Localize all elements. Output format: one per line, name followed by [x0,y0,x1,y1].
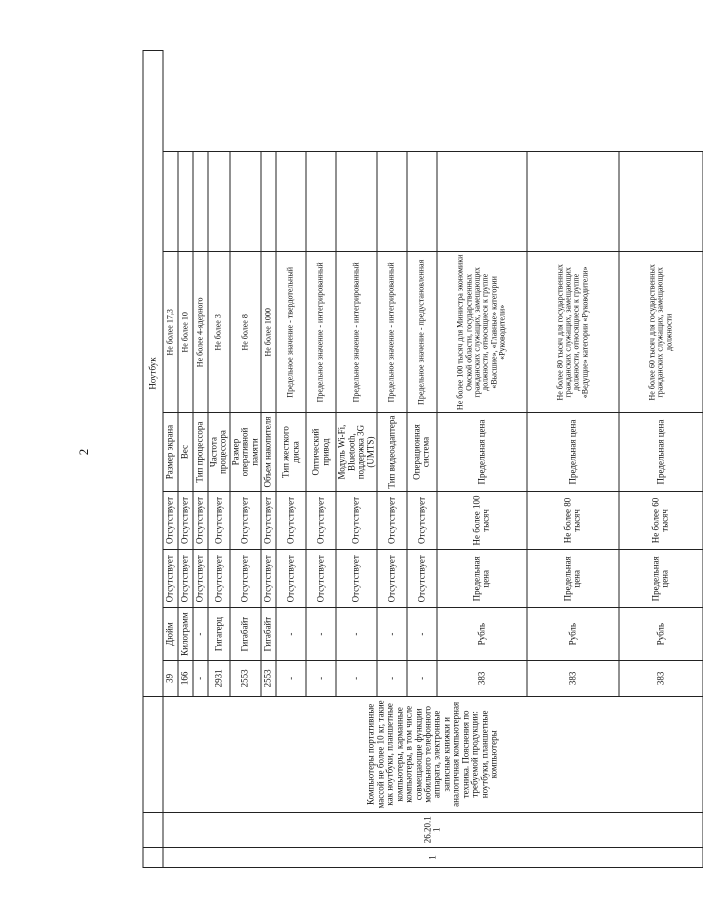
characteristic-value: Не более 80 тысяч для государственных гражданских служащих, замещающих должности, относящиеся к группе «Ведущие» категории «Руководители» [527,252,619,413]
unit-name: - [407,608,437,660]
characteristic-value: Предельное значение - интегрированный [306,252,336,413]
characteristic-name: Предельная цена [619,413,703,491]
column-value-2: Отсутствует [276,491,306,549]
column-value-1: Отсутствует [163,550,178,608]
unit-name: Гигабайт [230,608,261,660]
unit-code: - [193,660,208,696]
column-value-1: Предельная цена [437,550,527,608]
column-value-2: Не более 100 тысяч [437,491,527,549]
characteristic-value: Не более 3 [208,252,230,413]
characteristic-name: Предельная цена [527,413,619,491]
unit-name: - [306,608,336,660]
column-value-2: Отсутствует [261,491,276,549]
characteristic-value: Не более 17,3 [163,252,178,413]
characteristic-name: Операционная система [407,413,437,491]
cell [143,812,163,847]
characteristic-name: Оптический привод [306,413,336,491]
requirements-table [143,50,703,868]
column-value-2: Отсутствует [407,491,437,549]
unit-code: - [276,660,306,696]
unit-name: Килограмм [178,608,193,660]
unit-code: 383 [437,660,527,696]
column-value-1: Отсутствует [230,550,261,608]
header-spacer-row [143,51,163,868]
column-value-2: Отсутствует [336,491,377,549]
characteristic-name: Тип жесткого диска [276,413,306,491]
unit-name: Рубль [619,608,703,660]
unit-name: Дюйм [163,608,178,660]
characteristic-value: Предельное значение - интегрированный [377,252,407,413]
item-index: 1 [163,847,703,867]
column-value-1: Предельная цена [527,550,619,608]
okpd-code: 26.20.11 [163,812,703,847]
column-value-1: Отсутствует [377,550,407,608]
characteristic-name: Предельная цена [437,413,527,491]
column-value-1: Отсутствует [276,550,306,608]
empty-cell [336,151,377,252]
column-value-2: Отсутствует [178,491,193,549]
empty-cell [178,151,193,252]
empty-cell [619,151,703,252]
empty-cell [163,151,178,252]
empty-cell [276,151,306,252]
unit-code: 2553 [261,660,276,696]
characteristic-name: Тип видеоадаптера [377,413,407,491]
characteristic-name: Размер экрана [163,413,178,491]
characteristic-name: Частота процессора [208,413,230,491]
unit-code: 166 [178,660,193,696]
characteristic-name: Модуль Wi-Fi, Bluetooth, поддержка 3G (UMTS) [336,413,377,491]
unit-name: - [336,608,377,660]
unit-name: - [377,608,407,660]
characteristic-value: Не более 8 [230,252,261,413]
unit-code: - [336,660,377,696]
column-value-2: Отсутствует [163,491,178,549]
cell [143,847,163,867]
unit-name: Рубль [437,608,527,660]
unit-code: 383 [619,660,703,696]
empty-cell [193,151,208,252]
empty-cell [208,151,230,252]
characteristic-value: Предельное значение - предустановленная [407,252,437,413]
column-value-1: Предельная цена [619,550,703,608]
column-value-1: Отсутствует [261,550,276,608]
characteristic-value: Не более 4-ядерного [193,252,208,413]
characteristic-name: Вес [178,413,193,491]
column-value-1: Отсутствует [178,550,193,608]
empty-cell [377,151,407,252]
column-value-1: Отсутствует [306,550,336,608]
characteristic-value: Предельное значение - твердотельный [276,252,306,413]
column-value-1: Отсутствует [336,550,377,608]
unit-name: - [193,608,208,660]
characteristic-value: Не более 10 [178,252,193,413]
product-subheader: Ноутбук [143,51,163,697]
unit-code: 383 [527,660,619,696]
unit-code: 2553 [230,660,261,696]
column-value-2: Отсутствует [208,491,230,549]
column-value-2: Не более 60 тысяч [619,491,703,549]
unit-code: - [407,660,437,696]
unit-name: - [276,608,306,660]
empty-cell [407,151,437,252]
table-row [163,51,178,868]
unit-code: 39 [163,660,178,696]
characteristic-value: Не более 1000 [261,252,276,413]
unit-name: Гигагерц [208,608,230,660]
empty-cell [230,151,261,252]
cell [143,697,163,813]
characteristic-name: Объем накопителя [261,413,276,491]
item-description: Компьютеры портативные массой не более 10 кг, такие как ноутбуки, планшетные компьютеры, карманные компьютеры, в том числе совмещающие функции мобильного телефонного аппарата, электронные записные книжки и аналогичная компьютерная техника. Пояснения по требуемой продукции: ноутбуки, планшетные компьютеры [163,697,703,813]
column-value-2: Не более 80 тысяч [527,491,619,549]
column-value-1: Отсутствует [407,550,437,608]
characteristic-value: Предельное значение - интегрированный [336,252,377,413]
empty-cell [261,151,276,252]
column-value-1: Отсутствует [208,550,230,608]
empty-cell [306,151,336,252]
column-value-2: Отсутствует [230,491,261,549]
unit-code: - [306,660,336,696]
unit-code: 2931 [208,660,230,696]
characteristic-value: Не более 100 тысяч для Министра экономики Омской области, государственных гражданских служащих, замещающих должности, относящиеся к группе «Высшие», «Главные» категории «Руководители» [437,252,527,413]
empty-cell [527,151,619,252]
characteristic-value: Не более 60 тысяч для государственных гражданских служащих, замещающих должности [619,252,703,413]
unit-code: - [377,660,407,696]
column-value-2: Отсутствует [306,491,336,549]
column-value-2: Отсутствует [377,491,407,549]
characteristic-name: Тип процессора [193,413,208,491]
unit-name: Гигабайт [261,608,276,660]
characteristic-name: Размер оперативной памяти [230,413,261,491]
column-value-1: Отсутствует [193,550,208,608]
page-number: 2 [76,448,91,456]
unit-name: Рубль [527,608,619,660]
empty-cell [437,151,527,252]
rotated-table-sheet [143,50,674,868]
column-value-2: Отсутствует [193,491,208,549]
